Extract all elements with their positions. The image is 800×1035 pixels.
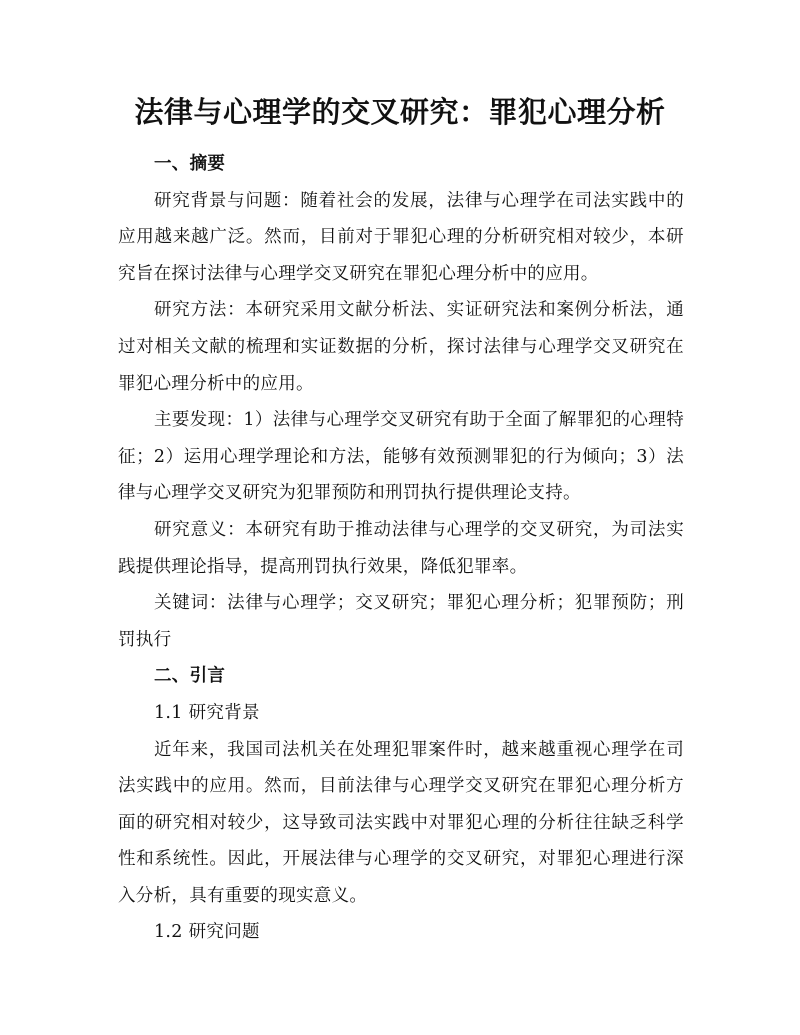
- paragraph-methods: 研究方法：本研究采用文献分析法、实证研究法和案例分析法，通过对相关文献的梳理和实证数据的分析，探讨法律与心理学交叉研究在罪犯心理分析中的应用。: [118, 300, 684, 394]
- paragraph-keywords: 关键词：法律与心理学；交叉研究；罪犯心理分析；犯罪预防；刑罚执行: [118, 593, 684, 650]
- paragraph-findings: 主要发现：1）法律与心理学交叉研究有助于全面了解罪犯的心理特征；2）运用心理学理论和方法，能够有效预测罪犯的行为倾向；3）法律与心理学交叉研究为犯罪预防和刑罚执行提供理论支持。: [118, 410, 684, 504]
- paragraph-significance: 研究意义：本研究有助于推动法律与心理学的交叉研究，为司法实践提供理论指导，提高刑罚执行效果，降低犯罪率。: [118, 519, 684, 577]
- subsection-heading-background: 1.1 研究背景: [154, 702, 260, 723]
- section-heading-introduction: 二、引言: [154, 666, 226, 687]
- paragraph-background: 研究背景与问题：随着社会的发展，法律与心理学在司法实践中的应用越来越广泛。然而，目前对于罪犯心理的分析研究相对较少，本研究旨在探讨法律与心理学交叉研究在罪犯心理分析中的应用。: [118, 190, 684, 284]
- document-title: 法律与心理学的交叉研究：罪犯心理分析: [134, 95, 666, 129]
- document-body: [118, 146, 684, 951]
- section-heading-abstract: 一、摘要: [154, 154, 226, 174]
- paragraph-intro-background: 近年来，我国司法机关在处理犯罪案件时，越来越重视心理学在司法实践中的应用。然而，目前法律与心理学交叉研究在罪犯心理分析方面的研究相对较少，这导致司法实践中对罪犯心理的分析往往缺乏科学性和系统性。因此，开展法律与心理学的交叉研究，对罪犯心理进行深入分析，具有重要的现实意义。: [118, 739, 684, 906]
- subsection-heading-research-question: 1.2 研究问题: [154, 922, 260, 943]
